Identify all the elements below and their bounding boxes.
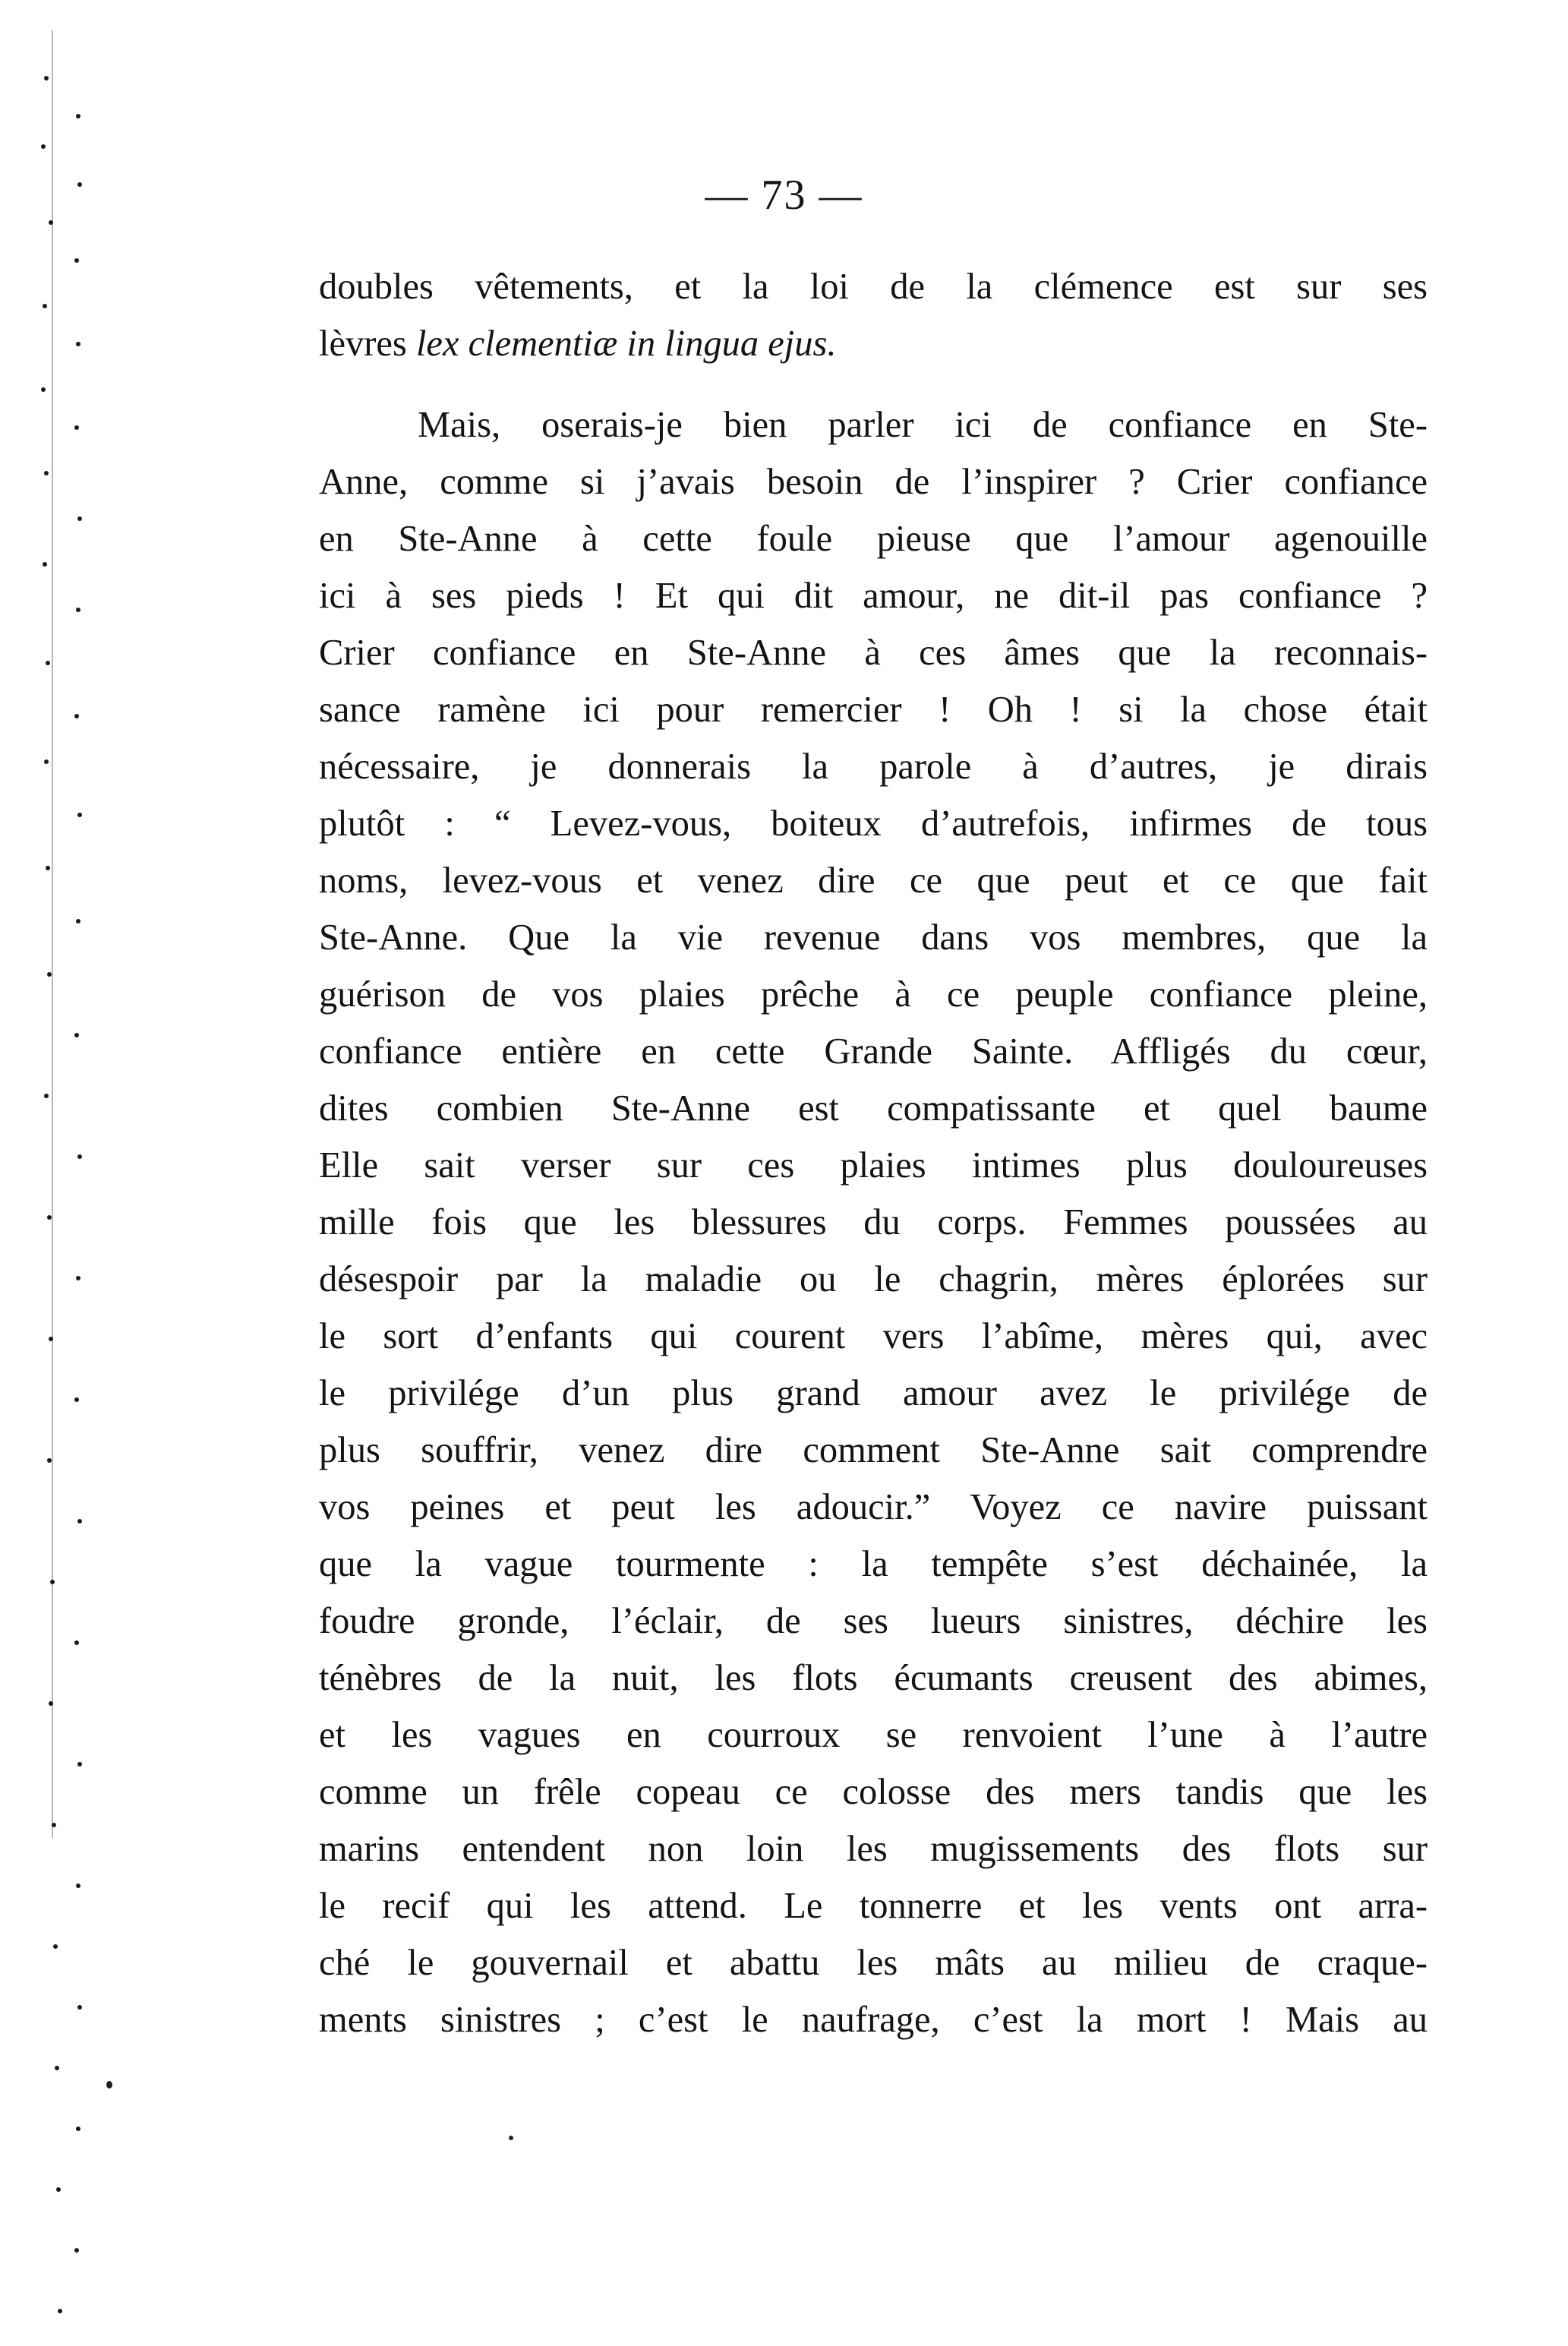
text-line: Mais, oserais-je bien parler ici de confiance en Ste-	[418, 405, 1428, 445]
gutter-dot	[46, 661, 50, 665]
text-line: le recif qui les attend. Le tonnerre et les vents ont arra-	[319, 1886, 1428, 1926]
gutter-dot	[44, 759, 49, 764]
text-line: vos peines et peut les adoucir.” Voyez ce navire puissant	[319, 1487, 1428, 1527]
gutter-dot	[55, 2066, 59, 2070]
gutter-dot	[74, 1033, 79, 1037]
text-line: Anne, comme si j’avais besoin de l’inspirer ? Crier confiance	[319, 462, 1428, 502]
text-line: ici à ses pieds ! Et qui dit amour, ne dit-il pas confiance ?	[319, 576, 1428, 616]
gutter-dot	[76, 1883, 80, 1888]
gutter-dot	[76, 114, 80, 118]
gutter-dot	[77, 516, 82, 521]
gutter-dot	[74, 2248, 79, 2253]
gutter-rule	[52, 30, 53, 1838]
gutter-dot	[74, 714, 79, 718]
gutter-dot	[49, 220, 53, 225]
latin-quotation: lex clementiæ in lingua ejus.	[415, 324, 837, 364]
text-line: sance ramène ici pour remercier ! Oh ! si la chose était	[319, 690, 1428, 730]
gutter-dot	[76, 2127, 80, 2131]
gutter-dot	[43, 304, 47, 308]
text-line: le sort d’enfants qui courent vers l’abîme, mères qui, avec	[319, 1316, 1428, 1356]
gutter-dot	[56, 2187, 61, 2192]
text-line: désespoir par la maladie ou le chagrin, mères éplorées sur	[319, 1259, 1428, 1299]
gutter-dot	[49, 1701, 53, 1706]
gutter-dot	[41, 387, 46, 392]
paragraph-gap	[319, 372, 1428, 396]
paragraph-2	[319, 396, 1428, 2048]
gutter-dot	[58, 2309, 62, 2313]
page-number: — 73 —	[705, 172, 863, 219]
text-line: dites combien Ste-Anne est compatissante et quel baume	[319, 1088, 1428, 1129]
gutter-dot	[76, 342, 80, 346]
text-line: nécessaire, je donnerais la parole à d’autres, je dirais	[319, 747, 1428, 787]
gutter-dot	[76, 919, 80, 924]
gutter-dot	[50, 1580, 55, 1584]
text-line	[319, 315, 1428, 372]
text-line: ments sinistres ; c’est le naufrage, c’est la mort ! Mais au	[319, 2000, 1428, 2040]
body-text	[319, 258, 1428, 2048]
text-line: ché le gouvernail et abattu les mâts au milieu de craque-	[319, 1943, 1428, 1983]
gutter-dot	[77, 1762, 82, 1767]
gutter-dot	[76, 608, 80, 612]
gutter-dot	[77, 1154, 82, 1159]
gutter-dot	[77, 1519, 82, 1523]
stray-ink-mark	[106, 2081, 112, 2089]
text-line: Crier confiance en Ste-Anne à ces âmes que la reconnais-	[319, 633, 1428, 673]
text-line: Ste-Anne. Que la vie revenue dans vos membres, que la	[319, 917, 1428, 958]
gutter-dot	[76, 1276, 80, 1280]
text-line: ténèbres de la nuit, les flots écumants creusent des abimes,	[319, 1658, 1428, 1698]
text-line: en Ste-Anne à cette foule pieuse que l’amour agenouille	[319, 519, 1428, 559]
gutter-dot	[77, 2005, 82, 2010]
gutter-dot	[53, 1944, 58, 1949]
text-line: guérison de vos plaies prêche à ce peuple confiance pleine,	[319, 974, 1428, 1015]
gutter-dot	[43, 562, 47, 567]
text-line: confiance entière en cette Grande Sainte. Affligés du cœur,	[319, 1031, 1428, 1072]
text-line: noms, levez-vous et venez dire ce que peut et ce que fait	[319, 860, 1428, 901]
gutter-dot	[49, 1337, 53, 1341]
gutter-dot	[46, 866, 50, 870]
gutter-dot	[77, 813, 82, 817]
text-line: mille fois que les blessures du corps. Femmes poussées au	[319, 1202, 1428, 1242]
text-line: doubles vêtements, et la loi de la clémence est sur ses	[319, 267, 1428, 307]
text-line: marins entendent non loin les mugissements des flots sur	[319, 1829, 1428, 1869]
gutter-dot	[41, 144, 46, 149]
paragraph-1	[319, 258, 1428, 372]
gutter-dot	[44, 76, 49, 81]
gutter-dot	[44, 471, 49, 475]
text-line: plus souffrir, venez dire comment Ste-Anne sait comprendre	[319, 1430, 1428, 1470]
gutter-dot	[47, 1215, 52, 1220]
text-line: Elle sait verser sur ces plaies intimes plus douloureuses	[319, 1145, 1428, 1186]
gutter-dot	[74, 1640, 79, 1645]
gutter-dot	[74, 425, 79, 430]
gutter-dot	[52, 1823, 56, 1827]
text-line: que la vague tourmente : la tempête s’est déchainée, la	[319, 1544, 1428, 1584]
gutter-dot	[74, 258, 79, 263]
gutter-dot	[44, 1094, 49, 1098]
text-line: foudre gronde, l’éclair, de ses lueurs sinistres, déchire les	[319, 1601, 1428, 1641]
text-line: plutôt : “ Levez-vous, boiteux d’autrefois, infirmes de tous	[319, 804, 1428, 844]
stray-ink-mark	[509, 2136, 513, 2140]
text-line: le privilége d’un plus grand amour avez le privilége de	[319, 1373, 1428, 1413]
gutter-dot	[47, 1458, 52, 1463]
gutter-dot	[47, 972, 52, 977]
text-line: comme un frêle copeau ce colosse des mers tandis que les	[319, 1772, 1428, 1812]
gutter-dot	[74, 1397, 79, 1402]
binding-gutter	[30, 30, 99, 2324]
text-line-plain: lèvres	[319, 324, 416, 364]
text-line: et les vagues en courroux se renvoient l’une à l’autre	[319, 1715, 1428, 1755]
